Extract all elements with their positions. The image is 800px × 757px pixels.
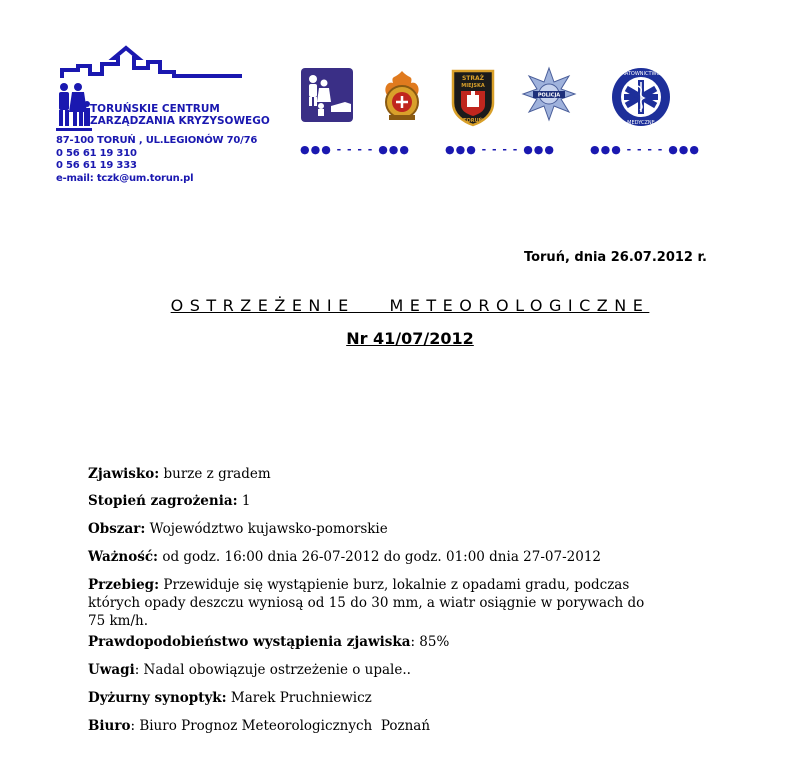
- field-office: [88, 717, 430, 735]
- field-forecaster: [88, 689, 372, 707]
- police-star-emblem: [521, 66, 577, 122]
- svg-text:RATOWNICTWO: RATOWNICTWO: [621, 71, 661, 77]
- course-value: Przewiduje się wystąpienie burz, lokalnie z opadami gradu, podczas których opady deszczu wyniosą od 15 do 30 mm, a wiatr osiągnie w porywach do 75 km/h.: [88, 577, 645, 629]
- svg-text:POLICJA: POLICJA: [537, 92, 561, 99]
- forecaster-value: Marek Pruchniewicz: [226, 690, 372, 706]
- svg-text:TORUŃ: TORUŃ: [463, 118, 483, 124]
- validity-value: od godz. 16:00 dnia 26-07-2012 do godz. 01:00 dnia 27-07-2012: [158, 549, 601, 565]
- page-title: OSTRZEŻENIE METEOROLOGICZNE: [170, 296, 650, 315]
- office-label: Biuro: [88, 718, 131, 734]
- field-phenomenon: [88, 465, 271, 483]
- field-area: [88, 520, 388, 538]
- validity-label: Ważność:: [88, 549, 159, 565]
- org-name-line2: ZARZĄDZANIA KRYZYSOWEGO: [90, 115, 270, 127]
- fire-brigade-emblem: [377, 69, 427, 123]
- dots-separator-2: ●●● - - - - ●●●: [445, 143, 555, 156]
- org-address: 87-100 TORUŃ , UL.LEGIONÓW 70/76: [56, 135, 258, 146]
- remarks-label: Uwagi: [88, 662, 135, 678]
- dots-separator-1: ●●● - - - - ●●●: [300, 143, 410, 156]
- threat-value: 1: [237, 493, 251, 509]
- phenomenon-value: burze z gradem: [159, 466, 271, 482]
- area-value: Województwo kujawsko-pomorskie: [145, 521, 388, 537]
- org-phone-1: 0 56 61 19 310: [56, 147, 137, 159]
- city-skyline-icon: [56, 44, 246, 84]
- medical-rescue-emblem: [610, 66, 672, 128]
- office-value: : Biuro Prognoz Meteorologicznych Poznań: [130, 718, 431, 734]
- org-email: e-mail: tczk@um.torun.pl: [56, 172, 194, 184]
- municipal-guard-emblem: [450, 67, 496, 127]
- field-threat-level: [88, 492, 250, 510]
- probability-value: : 85%: [410, 634, 450, 650]
- svg-text:MEDYCZNE: MEDYCZNE: [627, 120, 655, 126]
- place-date: Toruń, dnia 26.07.2012 r.: [523, 250, 707, 265]
- phenomenon-label: Zjawisko:: [88, 466, 160, 482]
- family-icon: [56, 82, 92, 136]
- course-label: Przebieg:: [88, 577, 160, 593]
- area-label: Obszar:: [88, 521, 146, 537]
- threat-label: Stopień zagrożenia:: [88, 493, 238, 509]
- field-course: [88, 576, 658, 630]
- tczk-logo: [56, 44, 286, 204]
- org-name: [90, 103, 270, 127]
- social-care-icon: [301, 68, 353, 122]
- org-contact: [56, 135, 257, 185]
- forecaster-label: Dyżurny synoptyk:: [88, 690, 227, 706]
- org-name-line1: TORUŃSKIE CENTRUM: [90, 103, 220, 115]
- probability-label: Prawdopodobieństwo wystąpienia zjawiska: [88, 634, 411, 650]
- remarks-value: : Nadal obowiązuje ostrzeżenie o upale..: [134, 662, 411, 678]
- svg-text:MIEJSKA: MIEJSKA: [461, 83, 485, 89]
- dots-separator-3: ●●● - - - - ●●●: [590, 143, 700, 156]
- field-remarks: [88, 661, 411, 679]
- org-phone-2: 0 56 61 19 333: [56, 160, 137, 171]
- warning-number: Nr 41/07/2012: [346, 329, 474, 348]
- field-validity: [88, 548, 601, 566]
- svg-text:STRAŻ: STRAŻ: [461, 75, 485, 82]
- field-probability: [88, 633, 449, 651]
